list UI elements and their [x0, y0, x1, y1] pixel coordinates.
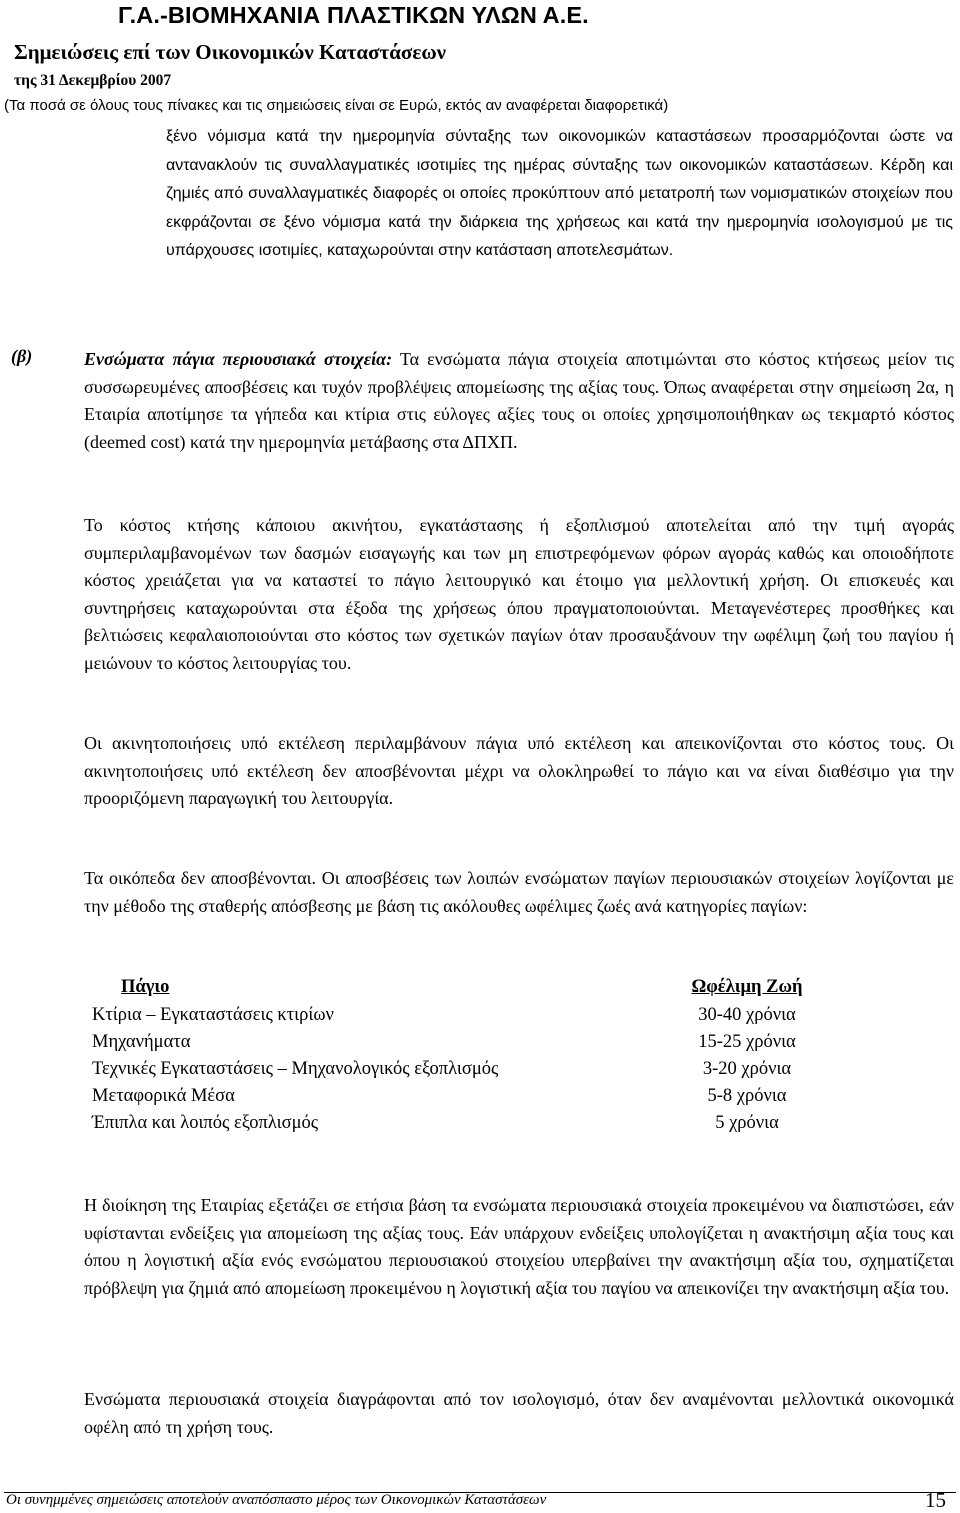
row-life: 3-20 χρόνια	[702, 1059, 792, 1079]
cost-paragraph: Το κόστος κτήσης κάποιου ακινήτου, εγκατάστασης ή εξοπλισμού αποτελείται από την τιμή αγοράς συμπεριλαμβανομένων των δασμών εισαγωγής και των μη επιστρεφόμενων φόρων αγοράς καθώς και οποιοδήποτε κόστος χρειάζεται για να καταστεί το πάγιο λειτουργικό και έτοιμο για μελλοντική χρήση. Οι επισκευές και συντηρήσεις καταχωρούνται στα έξοδα της χρήσεως όπου πραγματοποιούνται. Μεταγενέστερες προσθήκες και βελτιώσεις κεφαλαιοποιούνται στο κόστος των σχετικών παγίων όταν προσαυξάνουν την ωφέλιμη ζωή του παγίου ή μειώνουν το κόστος λειτουργίας του.	[84, 515, 954, 673]
section-label: (β)	[11, 346, 33, 366]
section-heading: Ενσώματα πάγια περιουσιακά στοιχεία:	[84, 349, 393, 369]
amounts-note: (Τα ποσά σε όλους τους πίνακες και τις σημειώσεις είναι σε Ευρώ, εκτός αν αναφέρεται διαφορετικά)	[4, 97, 669, 114]
row-life: 5-8 χρόνια	[707, 1086, 787, 1106]
fx-paragraph: ξένο νόμισμα κατά την ημερομηνία σύνταξης των οικονομικών καταστάσεων προσαρμόζονται ώστε να αντανακλούν τις συναλλαγματικές ισοτιμίες της ημέρας σύνταξης των οικονομικών καταστάσεων. Κέρδη και ζημιές από συναλλαγματικές διαφορές οι οποίες προκύπτουν από μετατροπή των νομισματικών στοιχείων που εκφράζονται σε ξένο νόμισμα κατά την διάρκεια της χρήσεως και κατά την ημερομηνία ισολογισμού με τις υπάρχουσες ισοτιμίες, καταχωρούνται στην κατάσταση αποτελεσμάτων.	[166, 128, 953, 259]
row-life: 30-40 χρόνια	[698, 1005, 796, 1025]
date-line: της 31 Δεκεμβρίου 2007	[14, 72, 172, 89]
row-asset: Μηχανήματα	[92, 1032, 191, 1052]
notes-title: Σημειώσεις επί των Οικονομικών Καταστάσεων	[14, 40, 447, 64]
row-life: 5 χρόνια	[715, 1113, 779, 1133]
derecognition-paragraph: Ενσώματα περιουσιακά στοιχεία διαγράφονται από τον ισολογισμό, όταν δεν αναμένονται μελλοντικά οικονομικά οφέλη από τη χρήση τους.	[84, 1389, 954, 1437]
row-life: 15-25 χρόνια	[698, 1032, 796, 1052]
construction-paragraph: Οι ακινητοποιήσεις υπό εκτέλεση περιλαμβάνουν πάγια υπό εκτέλεση και απεικονίζονται στο κόστος τους. Οι ακινητοποιήσεις υπό εκτέλεση δεν αποσβένονται μέχρι να ολοκληρωθεί το πάγιο και να είναι διαθέσιμο για την προοριζόμενη παραγωγική του λειτουργία.	[84, 733, 954, 808]
impairment-paragraph: Η διοίκηση της Εταιρίας εξετάζει σε ετήσια βάση τα ενσώματα περιουσιακά στοιχεία προκειμένου να διαπιστώσει, εάν υφίστανται ενδείξεις για απομείωση της αξίας τους. Εάν υπάρχουν ενδείξεις υπολογίζεται η ανακτήσιμη αξία τους και όπου η λογιστική αξία ενός ενσώματου περιουσιακού στοιχείου υπερβαίνει την ανακτήσιμη αξία του, σχηματίζεται πρόβλεψη για ζημιά από απομείωση προκειμένου η λογιστική αξία του παγίου να απεικονίζει την ανακτήσιμη αξία του.	[84, 1195, 954, 1298]
row-asset: Μεταφορικά Μέσα	[92, 1086, 235, 1106]
header-asset: Πάγιο	[121, 977, 170, 997]
company-name: Γ.Α.-ΒΙΟΜΗΧΑΝΙΑ ΠΛΑΣΤΙΚΩΝ ΥΛΩΝ Α.Ε.	[118, 2, 589, 28]
header-life: Ωφέλιμη Ζωή	[691, 977, 803, 997]
row-asset: Τεχνικές Εγκαταστάσεις – Μηχανολογικός εξοπλισμός	[92, 1059, 499, 1079]
section-b-paragraph	[84, 346, 954, 456]
row-asset: Κτίρια – Εγκαταστάσεις κτιρίων	[92, 1005, 334, 1025]
depreciation-paragraph: Τα οικόπεδα δεν αποσβένονται. Οι αποσβέσεις των λοιπών ενσώματων παγίων περιουσιακών στοιχείων λογίζονται με την μέθοδο της σταθερής απόσβεσης με βάση τις ακόλουθες ωφέλιμες ζωές ανά κατηγορίες παγίων:	[84, 868, 954, 916]
page-number: 15	[925, 1488, 946, 1512]
section-text: Τα ενσώματα πάγια στοιχεία αποτιμώνται στο κόστος κτήσεως μείον τις συσσωρευμένες αποσβέσεις και τυχόν προβλέψεις απομείωσης της αξίας τους. Όπως αναφέρεται στην σημείωση 2α, η Εταιρία αποτίμησε τα γήπεδα και κτίρια στις εύλογες αξίες τους οι οποίες χρησιμοποιήθηκαν ως τεκμαρτό κόστος (deemed cost) κατά την ημερομηνία μετάβασης στα ΔΠΧΠ.	[84, 349, 954, 452]
row-asset: Έπιπλα και λοιπός εξοπλισμός	[92, 1113, 319, 1133]
footer-text: Οι συνημμένες σημειώσεις αποτελούν αναπόσπαστο μέρος των Οικονομικών Καταστάσεων	[6, 1492, 547, 1508]
